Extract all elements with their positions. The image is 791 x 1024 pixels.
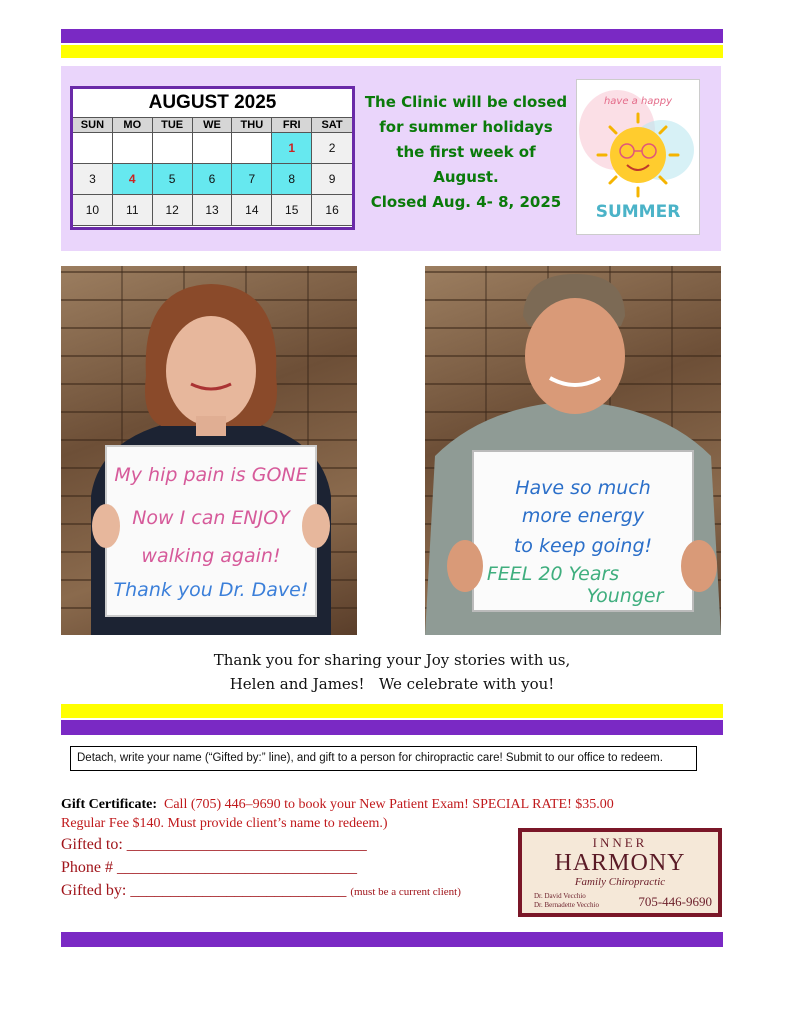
testimonial-photo-james [425,266,721,635]
calendar-weekday: WE [193,118,233,133]
happy-summer-card [576,79,700,235]
phone-field[interactable]: Phone # ______________________________ [61,859,357,876]
caption-line-1: Thank you for sharing your Joy stories with us, [213,651,571,669]
calendar-day [232,133,272,164]
calendar-day: 15 [272,195,312,226]
calendar-weekday: SUN [73,118,113,133]
gifted-by-field[interactable]: Gifted by: ___________________________ [61,882,347,899]
james-sign-line-3: to keep going! [513,535,653,557]
gift-regular-fee-line: Regular Fee $140. Must provide client’s name to redeem.) [61,816,388,831]
calendar-day: 11 [113,195,153,226]
calendar-weekday: TUE [153,118,193,133]
james-sign-line-4: FEEL 20 Years [486,563,620,585]
logo-harmony-text: HARMONY [554,850,686,876]
james-sign-line-1: Have so much [515,477,651,499]
caption-line-2: Helen and James! We celebrate with you! [229,675,555,693]
calendar-day [113,133,153,164]
james-sign-line-5: Younger [586,585,664,607]
calendar-day: 13 [193,195,233,226]
top-yellow-stripe [61,45,723,58]
gift-certificate-label: Gift Certificate: [61,797,157,812]
closure-line-2: for summer holidays [379,118,553,136]
sun-illustration-icon [577,80,699,234]
closure-line-3: the first week of [396,143,536,161]
closure-line-1: The Clinic will be closed [364,93,568,111]
calendar-day: 2 [312,133,352,164]
calendar-day [73,133,113,164]
closure-line-5: Closed Aug. 4- 8, 2025 [370,193,562,211]
gifted-by-note: (must be a current client) [350,886,461,898]
detach-instructions: Detach, write your name (“Gifted by:” line), and gift to a person for chiropractic care! Submit to our office to redeem. [70,746,697,771]
summer-bottom-text: SUMMER [595,202,681,222]
calendar-day: 3 [73,164,113,195]
calendar-title: AUGUST 2025 [148,92,277,113]
helen-sign-line-3: walking again! [141,545,281,567]
logo-doctor-2: Dr. Bernadette Vecchio [534,901,599,909]
closure-notice [360,90,572,215]
calendar-day: 1 [272,133,312,164]
helen-sign-line-4: Thank you Dr. Dave! [113,579,309,601]
calendar-day: 10 [73,195,113,226]
calendar-day: 4 [113,164,153,195]
logo-inner-text: INNER [592,835,648,850]
calendar-day: 6 [193,164,233,195]
top-purple-stripe [61,29,723,43]
calendar-day: 7 [232,164,272,195]
james-sign-line-2: more energy [521,505,645,527]
mid-purple-stripe [61,720,723,735]
helen-photo-illustration [61,266,357,635]
testimonial-caption [61,648,723,696]
calendar-day: 8 [272,164,312,195]
calendar-grid [73,117,352,226]
mid-yellow-stripe [61,704,723,718]
calendar-day: 5 [153,164,193,195]
gift-offer-line: Call (705) 446–9690 to book your New Patient Exam! SPECIAL RATE! $35.00 [164,797,614,812]
calendar-weekday: SAT [312,118,352,133]
helen-sign-line-1: My hip pain is GONE [114,464,308,486]
calendar-weekday: FRI [272,118,312,133]
logo-tagline: Family Chiropractic [574,876,666,888]
james-photo-illustration [425,266,721,635]
bottom-purple-stripe [61,932,723,947]
summer-top-text: have a happy [603,96,673,107]
closure-line-4: August. [433,168,499,186]
logo-phone: 705-446-9690 [638,894,712,909]
gifted-to-field[interactable]: Gifted to: ______________________________ [61,836,367,853]
calendar-day: 14 [232,195,272,226]
calendar-day [153,133,193,164]
calendar-day: 9 [312,164,352,195]
calendar-day: 12 [153,195,193,226]
calendar-day [193,133,233,164]
helen-sign-line-2: Now I can ENJOY [132,507,290,529]
logo-doctor-1: Dr. David Vecchio [534,892,586,900]
august-calendar [70,86,355,230]
calendar-weekday: MO [113,118,153,133]
testimonial-photo-helen [61,266,357,635]
calendar-weekday: THU [232,118,272,133]
calendar-day: 16 [312,195,352,226]
inner-harmony-logo [518,828,722,917]
